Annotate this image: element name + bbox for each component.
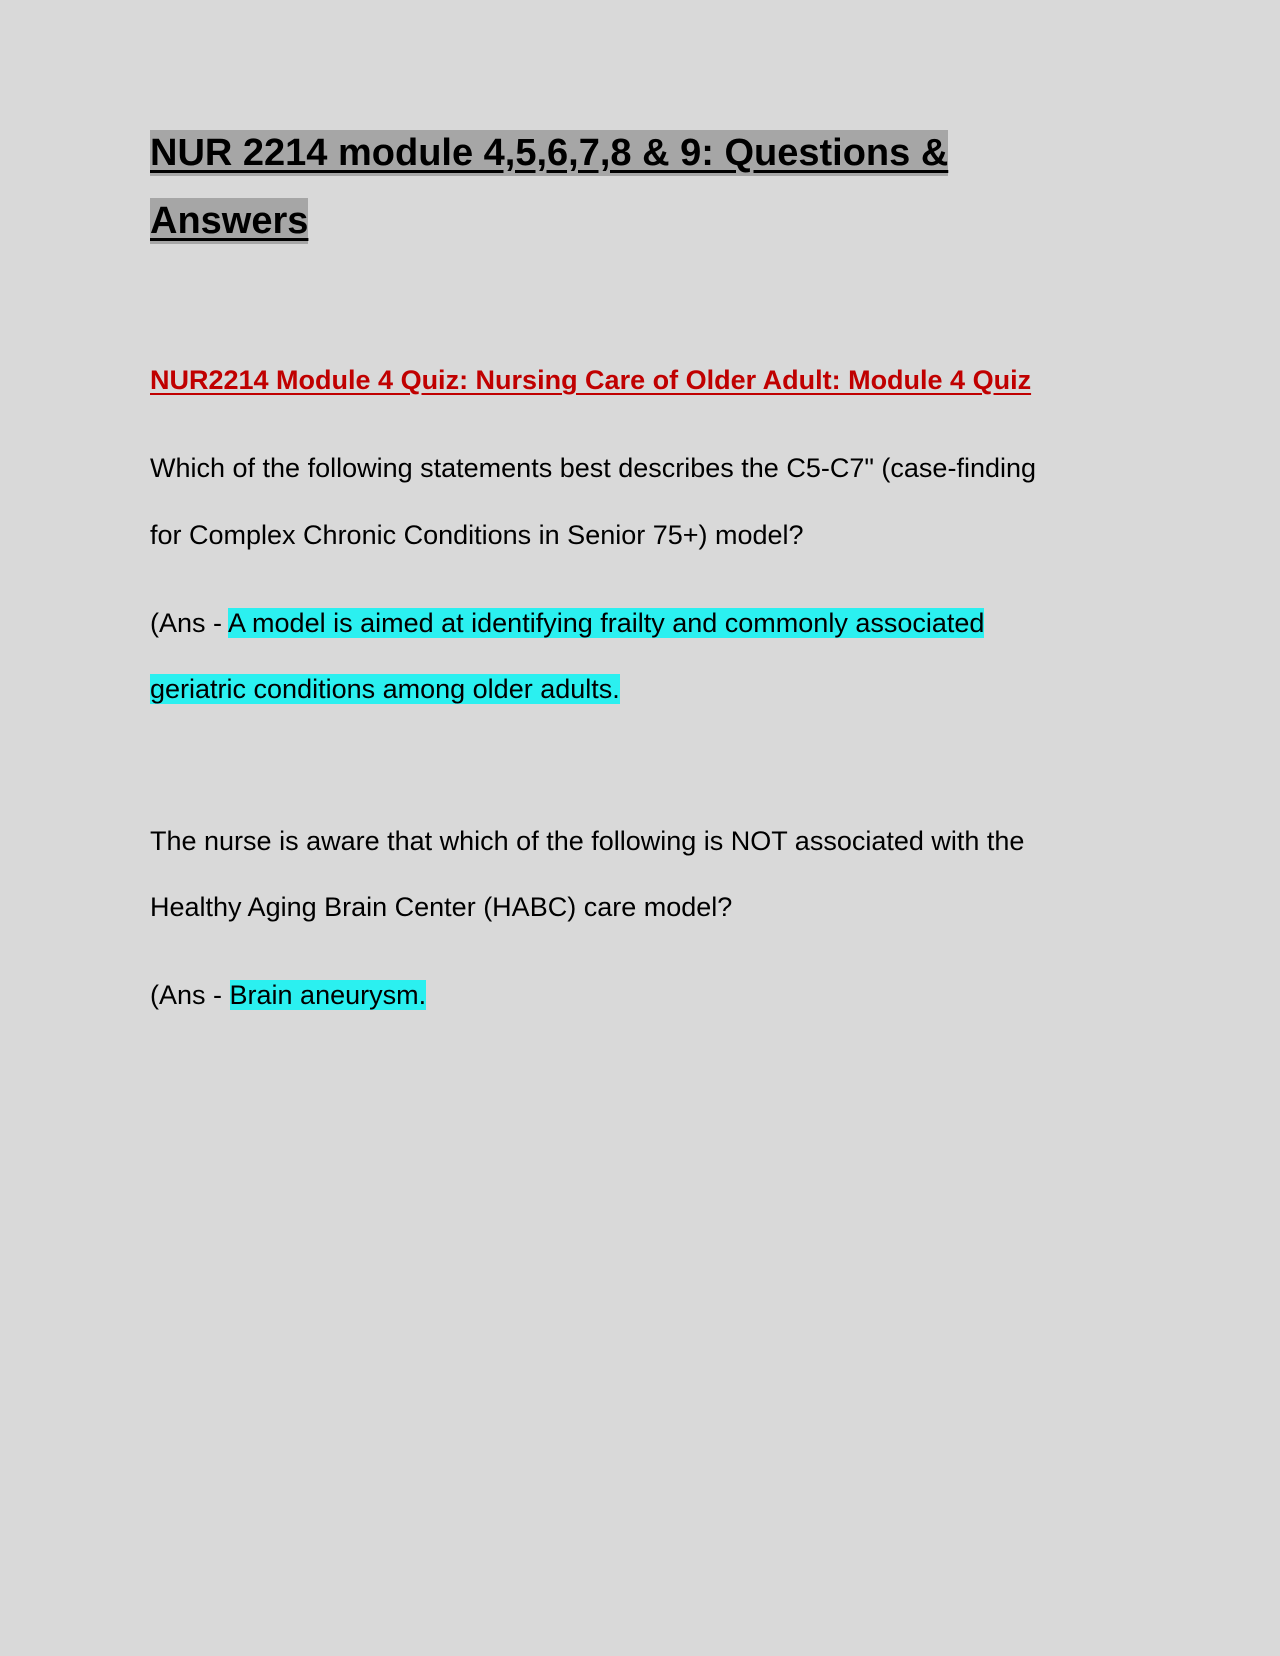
item-gap	[150, 722, 1130, 808]
page-title	[150, 120, 1070, 255]
question-answer-gap-1	[150, 568, 1130, 590]
page-title-text: NUR 2214 module 4,5,6,7,8 & 9: Questions & Answers	[150, 132, 949, 242]
answer-prefix-2: (Ans -	[150, 980, 230, 1011]
answer-prefix-1: (Ans -	[150, 607, 229, 638]
question-answer-gap-2	[150, 940, 1130, 962]
answer-highlight-1: A model is aimed at identifying frailty and commonly associated geriatric conditions among older adults.	[150, 607, 985, 704]
heading-gap	[150, 413, 1130, 435]
section-heading-text: NUR2214 Module 4 Quiz: Nursing Care of Older Adult: Module 4 Quiz	[150, 365, 1032, 396]
answer-block-2	[150, 962, 1050, 1028]
question-text-2: The nurse is aware that which of the following is NOT associated with the Healthy Aging Brain Center (HABC) care model?	[150, 825, 1025, 923]
section-heading	[150, 347, 1090, 413]
answer-block-1	[150, 590, 1050, 722]
question-text-1: Which of the following statements best describes the C5-C7" (case-finding for Complex Chronic Conditions in Senior 75+) model?	[150, 453, 1037, 550]
title-spacer	[150, 255, 1130, 347]
answer-highlight-2: Brain aneurysm.	[229, 980, 427, 1011]
